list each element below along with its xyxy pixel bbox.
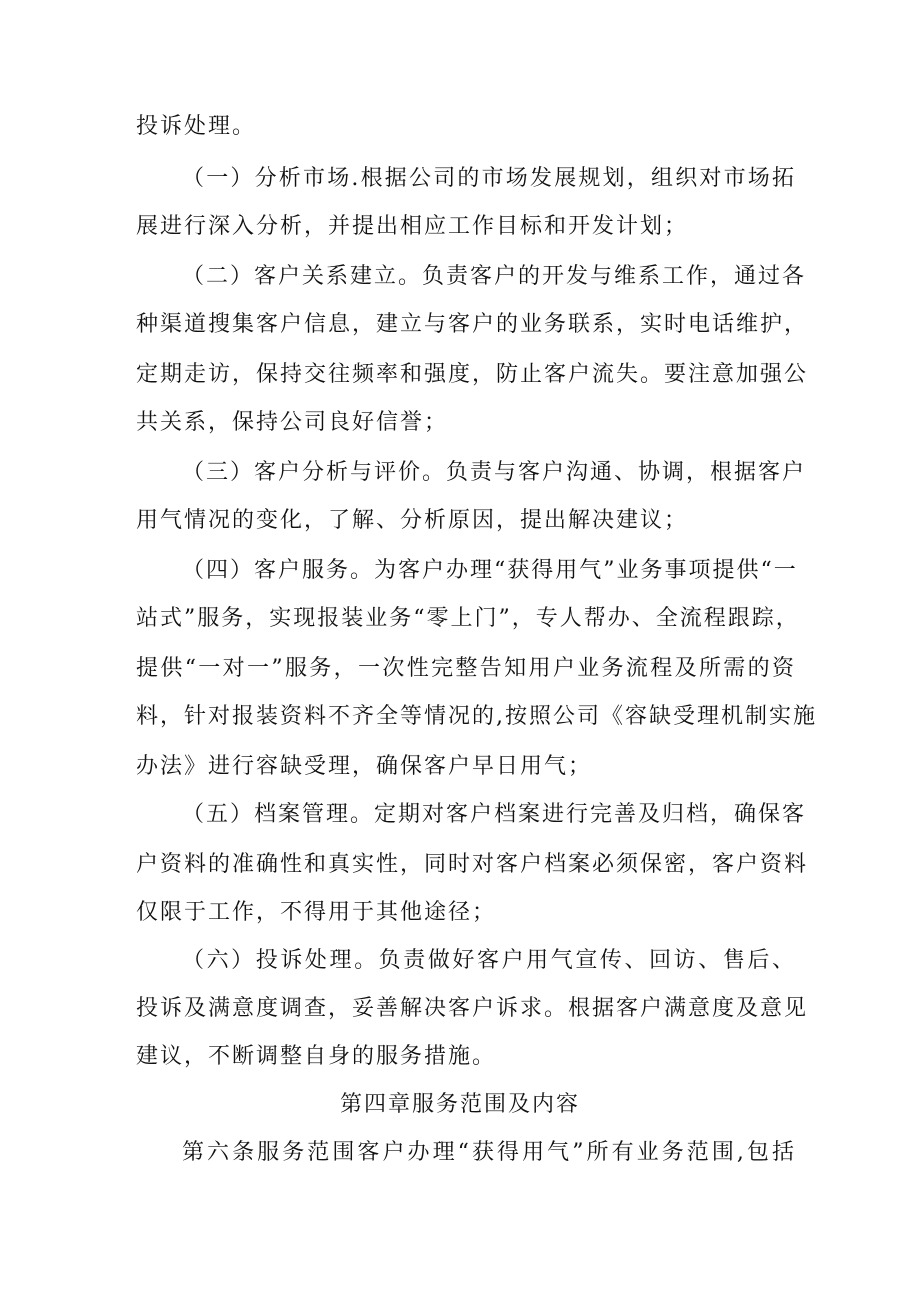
paragraph-5-line-1: （五）档案管理。定期对客户档案进行完善及归档，确保客 xyxy=(182,802,807,827)
paragraph-4-line-2: 站式”服务，实现报装业务“零上门”，专人帮办、全流程跟踪， xyxy=(136,606,800,631)
paragraph-4-line-5: 办法》进行容缺受理，确保客户早日用气； xyxy=(136,754,593,779)
paragraph-6-line-1: （六）投诉处理。负责做好客户用气宣传、回访、售后、 xyxy=(182,948,796,973)
paragraph-4-line-4: 料，针对报装资料不齐全等情况的,按照公司《容缺受理机制实施 xyxy=(136,704,817,729)
paragraph-2-line-1: （二）客户关系建立。负责客户的开发与维系工作，通过各 xyxy=(182,264,807,289)
article-line-1: 第六条服务范围客户办理“获得用气”所有业务范围,包括 xyxy=(182,1140,796,1165)
paragraph-3-line-1: （三）客户分析与评价。负责与客户沟通、协调，根据客户 xyxy=(182,460,807,485)
paragraph-2-line-4: 共关系，保持公司良好信誉； xyxy=(136,410,449,435)
paragraph-4-line-1: （四）客户服务。为客户办理“获得用气”业务事项提供“一 xyxy=(182,558,798,583)
text-line: 投诉处理。 xyxy=(136,114,257,139)
chapter-heading: 第四章服务范围及内容 xyxy=(339,1092,580,1117)
paragraph-2-line-3: 定期走访，保持交往频率和强度，防止客户流失。要注意加强公 xyxy=(136,362,809,387)
paragraph-2-line-2: 种渠道搜集客户信息，建立与客户的业务联系，实时电话维护， xyxy=(136,312,809,337)
paragraph-1-line-2: 展进行深入分析，并提出相应工作目标和开发计划； xyxy=(136,214,689,239)
paragraph-6-line-3: 建议，不断调整自身的服务措施。 xyxy=(136,1044,497,1069)
paragraph-5-line-3: 仅限于工作，不得用于其他途径； xyxy=(136,900,497,925)
paragraph-3-line-2: 用气情况的变化，了解、分析原因，提出解决建议； xyxy=(136,508,689,533)
paragraph-5-line-2: 户资料的准确性和真实性，同时对客户档案必须保密，客户资料 xyxy=(136,852,809,877)
paragraph-4-line-3: 提供“一对一”服务，一次性完整告知用户业务流程及所需的资 xyxy=(136,656,796,681)
paragraph-6-line-2: 投诉及满意度调查，妥善解决客户诉求。根据客户满意度及意见 xyxy=(136,996,809,1021)
paragraph-1-line-1: （一）分析市场.根据公司的市场发展规划，组织对市场拓 xyxy=(182,166,796,191)
